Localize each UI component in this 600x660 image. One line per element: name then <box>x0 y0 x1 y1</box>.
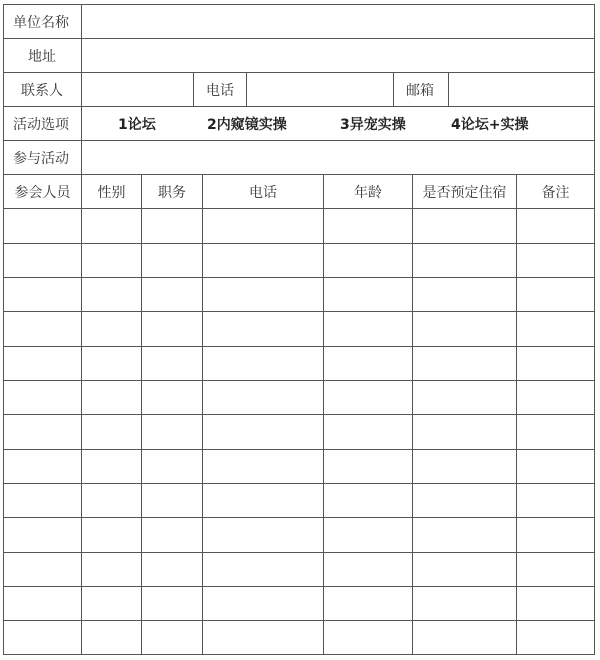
attendee-cell[interactable] <box>4 312 82 346</box>
phone-cell[interactable] <box>203 553 324 586</box>
position-cell[interactable] <box>142 484 203 517</box>
phone-field[interactable] <box>247 73 394 106</box>
position-cell[interactable] <box>142 518 203 552</box>
phone-cell[interactable] <box>203 312 324 346</box>
position-cell[interactable] <box>142 450 203 483</box>
attendee-cell[interactable] <box>4 415 82 449</box>
table-row <box>3 517 595 552</box>
join-activity-label: 参与活动 <box>4 141 82 174</box>
contact-label: 联系人 <box>4 73 82 106</box>
age-col-header: 年龄 <box>324 175 413 208</box>
lodging-cell[interactable] <box>413 278 517 311</box>
phone-cell[interactable] <box>203 415 324 449</box>
table-row <box>3 449 595 483</box>
email-label: 邮箱 <box>394 73 449 106</box>
registration-form <box>3 4 595 655</box>
gender-cell[interactable] <box>82 209 142 243</box>
activity-options-label: 活动选项 <box>4 107 82 140</box>
age-cell[interactable] <box>324 621 413 654</box>
attendee-cell[interactable] <box>4 587 82 620</box>
gender-cell[interactable] <box>82 312 142 346</box>
gender-cell[interactable] <box>82 415 142 449</box>
phone-cell[interactable] <box>203 209 324 243</box>
lodging-cell[interactable] <box>413 381 517 414</box>
position-cell[interactable] <box>142 244 203 277</box>
address-label: 地址 <box>4 39 82 72</box>
gender-col-header: 性别 <box>82 175 142 208</box>
table-row <box>3 483 595 517</box>
age-cell[interactable] <box>324 347 413 380</box>
lodging-cell[interactable] <box>413 209 517 243</box>
option-endoscope-practice[interactable]: 2内窥镜实操 <box>207 116 287 133</box>
gender-cell[interactable] <box>82 381 142 414</box>
activity-options-list <box>82 107 594 140</box>
age-cell[interactable] <box>324 244 413 277</box>
notes-cell[interactable] <box>517 553 594 586</box>
phone-cell[interactable] <box>203 518 324 552</box>
table-row <box>3 208 595 243</box>
lodging-col-header: 是否预定住宿 <box>413 175 517 208</box>
table-row <box>3 414 595 449</box>
phone-cell[interactable] <box>203 381 324 414</box>
gender-cell[interactable] <box>82 244 142 277</box>
join-activity-row <box>3 140 595 174</box>
option-forum[interactable]: 1论坛 <box>118 116 156 133</box>
age-cell[interactable] <box>324 484 413 517</box>
position-cell[interactable] <box>142 381 203 414</box>
table-row <box>3 243 595 277</box>
attendee-cell[interactable] <box>4 553 82 586</box>
attendee-cell[interactable] <box>4 518 82 552</box>
unit-name-field[interactable] <box>82 5 594 38</box>
position-cell[interactable] <box>142 587 203 620</box>
option-forum-plus-practice[interactable]: 4论坛+实操 <box>451 116 529 133</box>
age-cell[interactable] <box>324 312 413 346</box>
attendee-cell[interactable] <box>4 484 82 517</box>
phone-cell[interactable] <box>203 278 324 311</box>
attendee-cell[interactable] <box>4 209 82 243</box>
lodging-cell[interactable] <box>413 347 517 380</box>
table-row <box>3 311 595 346</box>
lodging-cell[interactable] <box>413 484 517 517</box>
gender-cell[interactable] <box>82 587 142 620</box>
notes-cell[interactable] <box>517 621 594 654</box>
phone-cell[interactable] <box>203 244 324 277</box>
gender-cell[interactable] <box>82 553 142 586</box>
notes-cell[interactable] <box>517 450 594 483</box>
age-cell[interactable] <box>324 209 413 243</box>
age-cell[interactable] <box>324 381 413 414</box>
position-cell[interactable] <box>142 347 203 380</box>
position-col-header: 职务 <box>142 175 203 208</box>
notes-col-header: 备注 <box>541 184 570 201</box>
phone-label: 电话 <box>194 73 247 106</box>
gender-cell[interactable] <box>82 278 142 311</box>
attendee-cell[interactable] <box>4 244 82 277</box>
notes-cell[interactable] <box>517 278 594 311</box>
contact-row <box>3 72 595 106</box>
age-cell[interactable] <box>324 587 413 620</box>
position-cell[interactable] <box>142 621 203 654</box>
position-cell[interactable] <box>142 209 203 243</box>
age-cell[interactable] <box>324 415 413 449</box>
join-activity-field[interactable] <box>82 141 594 174</box>
age-cell[interactable] <box>324 450 413 483</box>
age-cell[interactable] <box>324 518 413 552</box>
lodging-cell[interactable] <box>413 587 517 620</box>
gender-cell[interactable] <box>82 621 142 654</box>
address-field[interactable] <box>82 39 594 72</box>
notes-cell[interactable] <box>517 312 594 346</box>
lodging-cell[interactable] <box>413 553 517 586</box>
table-row <box>3 346 595 380</box>
phone-col-header: 电话 <box>203 175 324 208</box>
phone-cell[interactable] <box>203 621 324 654</box>
position-cell[interactable] <box>142 312 203 346</box>
notes-cell[interactable] <box>517 244 594 277</box>
phone-cell[interactable] <box>203 587 324 620</box>
attendee-cell[interactable] <box>4 450 82 483</box>
notes-cell[interactable] <box>517 484 594 517</box>
notes-cell[interactable] <box>517 209 594 243</box>
phone-cell[interactable] <box>203 450 324 483</box>
lodging-cell[interactable] <box>413 244 517 277</box>
gender-cell[interactable] <box>82 518 142 552</box>
table-row <box>3 552 595 586</box>
lodging-cell[interactable] <box>413 450 517 483</box>
lodging-cell[interactable] <box>413 518 517 552</box>
contact-field[interactable] <box>82 73 194 106</box>
gender-cell[interactable] <box>82 347 142 380</box>
attendee-cell[interactable] <box>4 278 82 311</box>
notes-cell[interactable] <box>517 347 594 380</box>
notes-cell[interactable] <box>517 518 594 552</box>
lodging-cell[interactable] <box>413 415 517 449</box>
lodging-cell[interactable] <box>413 312 517 346</box>
position-cell[interactable] <box>142 415 203 449</box>
notes-cell[interactable] <box>517 415 594 449</box>
unit-name-label: 单位名称 <box>4 5 82 38</box>
option-exotic-pet-practice[interactable]: 3异宠实操 <box>340 116 406 133</box>
table-row <box>3 586 595 620</box>
email-field[interactable] <box>449 73 594 106</box>
position-cell[interactable] <box>142 553 203 586</box>
table-row <box>3 620 595 655</box>
attendee-cell[interactable] <box>4 381 82 414</box>
attendee-cell[interactable] <box>4 621 82 654</box>
attendee-col-header: 参会人员 <box>4 175 82 208</box>
attendee-header-row <box>3 174 595 208</box>
age-cell[interactable] <box>324 553 413 586</box>
notes-cell[interactable] <box>517 381 594 414</box>
gender-cell[interactable] <box>82 450 142 483</box>
activity-options-row <box>3 106 595 140</box>
phone-cell[interactable] <box>203 484 324 517</box>
address-row <box>3 38 595 72</box>
lodging-cell[interactable] <box>413 621 517 654</box>
unit-name-row <box>3 4 595 38</box>
table-row <box>3 380 595 414</box>
table-row <box>3 277 595 311</box>
gender-cell[interactable] <box>82 484 142 517</box>
position-cell[interactable] <box>142 278 203 311</box>
phone-cell[interactable] <box>203 347 324 380</box>
age-cell[interactable] <box>324 278 413 311</box>
notes-cell[interactable] <box>517 587 594 620</box>
attendee-cell[interactable] <box>4 347 82 380</box>
